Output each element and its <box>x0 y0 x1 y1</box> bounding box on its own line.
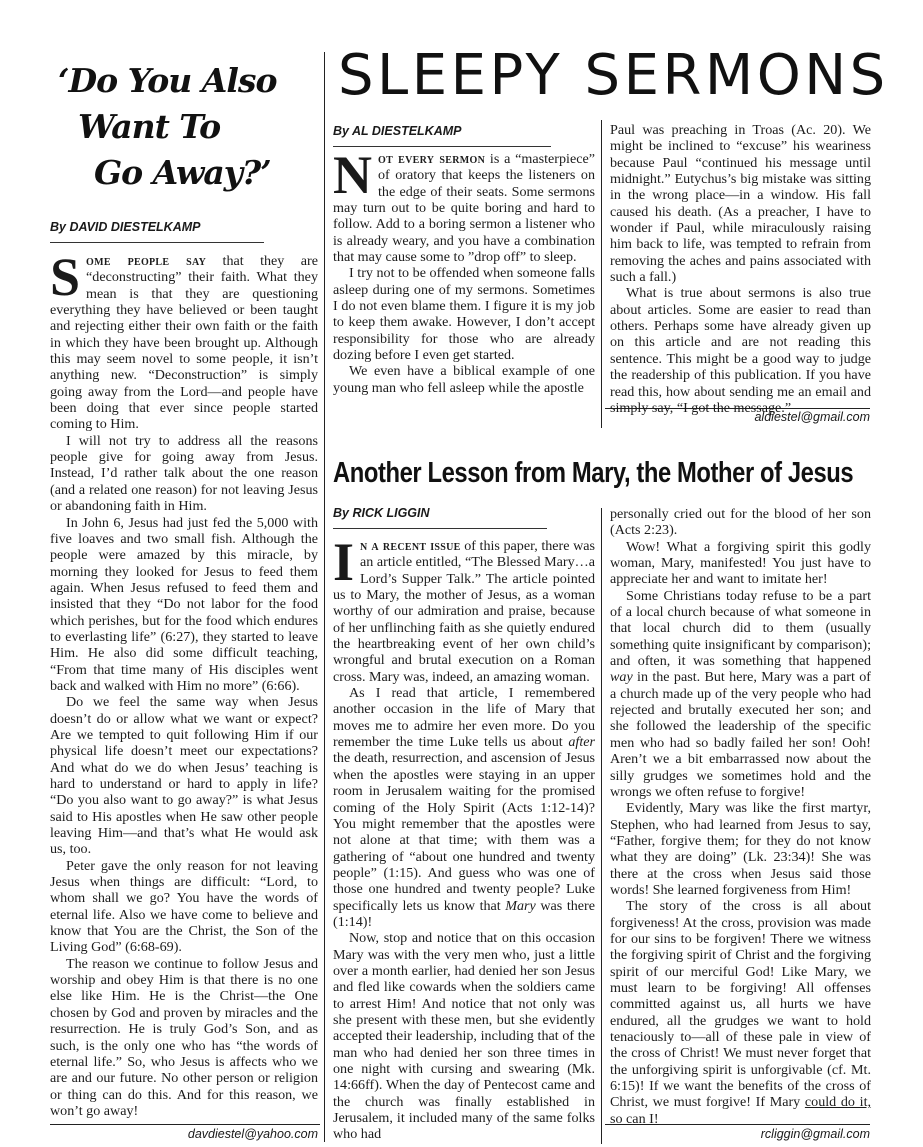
sleepy-byline: By AL DIESTELKAMP <box>333 124 551 147</box>
sleepy-leadin: ot every sermon <box>378 151 486 167</box>
mary-paragraph-2-emphasis: after <box>568 734 595 751</box>
mary-column-2 <box>610 506 871 1127</box>
go-away-title-line-2: Want To <box>78 107 221 146</box>
mary-paragraph-3: Now, stop and notice that on this occasion Mary was with the very men who, just a little over a month earlier, had denied her son Jesus and fled like cowards when the soldiers came to arrest Him! And notice that not only was she present with these men, but she evidently accepted their leadership, including that of the man who had denied her son three times in one night with cursing and swearing (Mk. 14:66ff). When the day of Pentecost came and the church was finally established in Jerusalem, it included many of the same folks who had <box>333 930 595 1143</box>
column-divider-sleepy <box>601 120 602 428</box>
sleepy-column-1 <box>333 145 595 396</box>
sleepy-paragraph: We even have a biblical example of one young man who fell asleep while the apostle <box>333 363 595 396</box>
go-away-byline: By DAVID DIESTELKAMP <box>50 220 264 243</box>
mary-column-1 <box>333 532 595 1143</box>
go-away-email: davdiestel@yahoo.com <box>187 1127 318 1141</box>
go-away-body <box>50 247 318 1119</box>
column-divider-left <box>324 52 325 1142</box>
mary-paragraph <box>610 898 871 1127</box>
sleepy-paragraph: I try not to be offended when someone falls asleep during one of my sermons. Sometimes I do not even blame them. I figure it is my job to keep them awake. However, I don’t accept responsibility for those who are already dozing before I even get started. <box>333 265 595 364</box>
sleepy-title: SLEEPY SERMONS <box>338 43 889 108</box>
mary-email: rcliggin@gmail.com <box>760 1127 870 1141</box>
sleepy-dropcap: N <box>333 145 372 205</box>
go-away-paragraph: The reason we continue to follow Jesus and worship and obey Him is that there is no one else like Him. He is the Christ—the One chosen by God and proven by miracles and the resurrection. He is truly God’s Son, and as such, is the only one who has “the words of eternal life.” So, who Jesus is affects who we are and our future. No other person or religion or thing can do this. And for this reason, we won’t go away! <box>50 955 318 1119</box>
go-away-dropcap: S <box>50 247 81 307</box>
sleepy-column-2 <box>610 122 871 416</box>
article-go-away <box>50 58 318 1119</box>
mary-paragraph-2-text-b: the death, resurrection, and ascension of Jesus when the apostles were staying in an upper room in Jerusalem waiting for the promised coming of the Holy Spirit (Acts 1:12-14)? You might remember that the apostles were not alone at that time; with them was a gathering of “about one hundred and twenty people” (1:15). And guess who was one of those one hundred and twenty people? Luke specifically lets us know that <box>333 750 595 914</box>
mary-paragraph: Evidently, Mary was like the first martyr, Stephen, who had learned from Jesus to say, “Father, forgive them; for they do not know what they are doing” (Lk. 23:34)! She was there at the cross when Jesus said those words! She learned forgiveness from Him! <box>610 800 871 898</box>
mary-paragraph-emphasis: way <box>610 669 633 686</box>
mary-paragraph <box>610 588 871 800</box>
go-away-paragraph: Peter gave the only reason for not leaving Jesus when things are difficult: “Lord, to whom shall we go? You have the words of eternal life. Also we have come to believe and know that You are the Christ, the Son of the Living God” (6:68-69). <box>50 857 318 956</box>
mary-paragraph-text-b: in the past. But here, Mary was a part of a church made up of the very people who had rejected and brutally executed her son; and she followed the leadership of the specific men who had so badly failed her son! Ooh! Aren’t we a bit embarrassed now about the silly grudges we sometimes hold and the wrongs we often refuse to forgive! <box>610 669 871 800</box>
mary-byline: By RICK LIGGIN <box>333 506 547 529</box>
go-away-title <box>50 58 318 206</box>
go-away-paragraph: I will not try to address all the reasons people give for going away from Jesus. Instead, I’d rather talk about the one reason (and a related one reason) for not leaving Jesus or abandoning faith in Him. <box>50 432 318 515</box>
sleepy-paragraph-1 <box>333 145 595 266</box>
column-divider-mary <box>601 508 602 1144</box>
mary-paragraph-2-text-c: was there (1:14)! <box>333 897 595 930</box>
go-away-title-line-1: ‘Do You Also <box>58 61 277 100</box>
mary-paragraph-1-text: of this paper, there was an article entitled, “The Blessed Mary…a Lord’s Supper Talk.” The article pointed us to Mary, the mother of Jesus, as a woman worthy of our admiration and praise, because of her unflinching faith as she quietly endured the heartbreaking event of her own child’s wrongful and brutal execution on a Roman cross. Mary was, indeed, an amazing woman. <box>333 538 595 685</box>
go-away-title-line-3: Go Away?’ <box>94 153 271 192</box>
mary-paragraph-2-text-a: As I read that article, I remembered another occasion in the life of Mary that moves me to admire her even more. Do you remember the time Luke tells us about <box>333 685 595 751</box>
mary-paragraph-2 <box>333 685 595 930</box>
go-away-paragraph: In John 6, Jesus had just fed the 5,000 with five loaves and two small fish. Although the people were amazed by this miracle, by morning they looked for Jesus to feed them again. When Jesus refused to feed them and insisted that they “Do not labor for the food which perishes, but for the food which endures to everlasting life” (6:27), they started to leave Him. He also did some difficult teaching, “From that time many of His disciples went back and walked with Him no more” (6:66). <box>50 514 318 694</box>
mary-paragraph-2-emphasis-2: Mary <box>505 897 536 914</box>
mary-dropcap: I <box>333 532 355 592</box>
mary-paragraph-1 <box>333 532 595 685</box>
mary-continuation: personally cried out for the blood of her son (Acts 2:23). <box>610 506 871 539</box>
mary-title: Another Lesson from Mary, the Mother of Jesus <box>333 457 854 489</box>
mary-paragraph: Wow! What a forgiving spirit this godly woman, Mary, manifested! You just have to appreciate her and want to imitate her! <box>610 538 871 588</box>
go-away-paragraph-1-text: that they are “deconstructing” their faith. What they mean is that they are questioning everything they have believed or been taught and rejecting either their own faith or the faith in which they have been brought up. Although this may seem novel to some people, it isn’t anything new. “Deconstruction” is simply going away from the Lord—and people have been doing that ever since people started coming to Him. <box>50 253 318 433</box>
go-away-paragraph-1 <box>50 247 318 433</box>
go-away-leadin: ome people say <box>86 253 207 269</box>
sleepy-paragraph-1-text: is a “masterpiece” of oratory that keeps the listeners on the edge of their seats. Some sermons may turn out to be quite boring and hard to follow. Add to a boring sermon a listener who is already weary, and you have a combination that may cause some to ”drop off” to sleep. <box>333 151 595 266</box>
mary-leadin: n a recent issue <box>360 538 461 554</box>
go-away-paragraph: Do we feel the same way when Jesus doesn’t do or allow what we want or expect? Are we tempted to quit following Him if our physical life doesn’t meet our expectations? And what do we do when Jesus’ teaching is hard to understand or hard to apply in life? “Do you also want to go away?” is what Jesus said to His apostles when He saw other people leaving Him—and that’s what He would ask us, too. <box>50 694 318 858</box>
left-bottom-rule <box>50 1124 320 1125</box>
sleepy-email: aldiestel@gmail.com <box>754 410 870 424</box>
sleepy-continuation: Paul was preaching in Troas (Ac. 20). We might be inclined to “excuse” his weariness because Paul “continued his message until midnight.” Eutychus’s big mistake was sitting in the wrong place—in a window. His fall caused his death. (As a preacher, I have to wonder if Paul, while miraculously raising him back to life, was tempted to refrain from removing the aches and pains associated with such a fall.) <box>610 122 871 286</box>
mary-paragraph-text-a: Some Christians today refuse to be a part of a local church because of what someone in that local church did to them (usually something quite insignificant by comparison); and often, it was something that happened <box>610 587 871 670</box>
mary-paragraph-text-a: The story of the cross is all about forgiveness! At the cross, provision was made for our sins to be forgiven! There we witness the forgiving spirit of Christ and the forgiving spirit of our merciful God! Like Mary, we must learn to be forgiving! All offenses committed against us, all hurts we have endured, all the grudges we want to hold tenaciously to—all of these pale in view of the cross of Christ! We must never forget that the unforgiving spirit is unforgivable (cf. Mt. 6:15)! If we want the benefits of the cross of Christ, we must forgive! If Mary <box>610 898 871 1111</box>
mary-closing-underlined: could do it, so can I! <box>610 1094 872 1127</box>
sleepy-paragraph: What is true about sermons is also true about articles. Some are easier to read than others. Perhaps some have already given up on this article and are not reading this sentence. This might be a good way to judge the readership of this publication. If you have read this, how about sending me an email and simply say, “I got the message.” <box>610 285 871 416</box>
